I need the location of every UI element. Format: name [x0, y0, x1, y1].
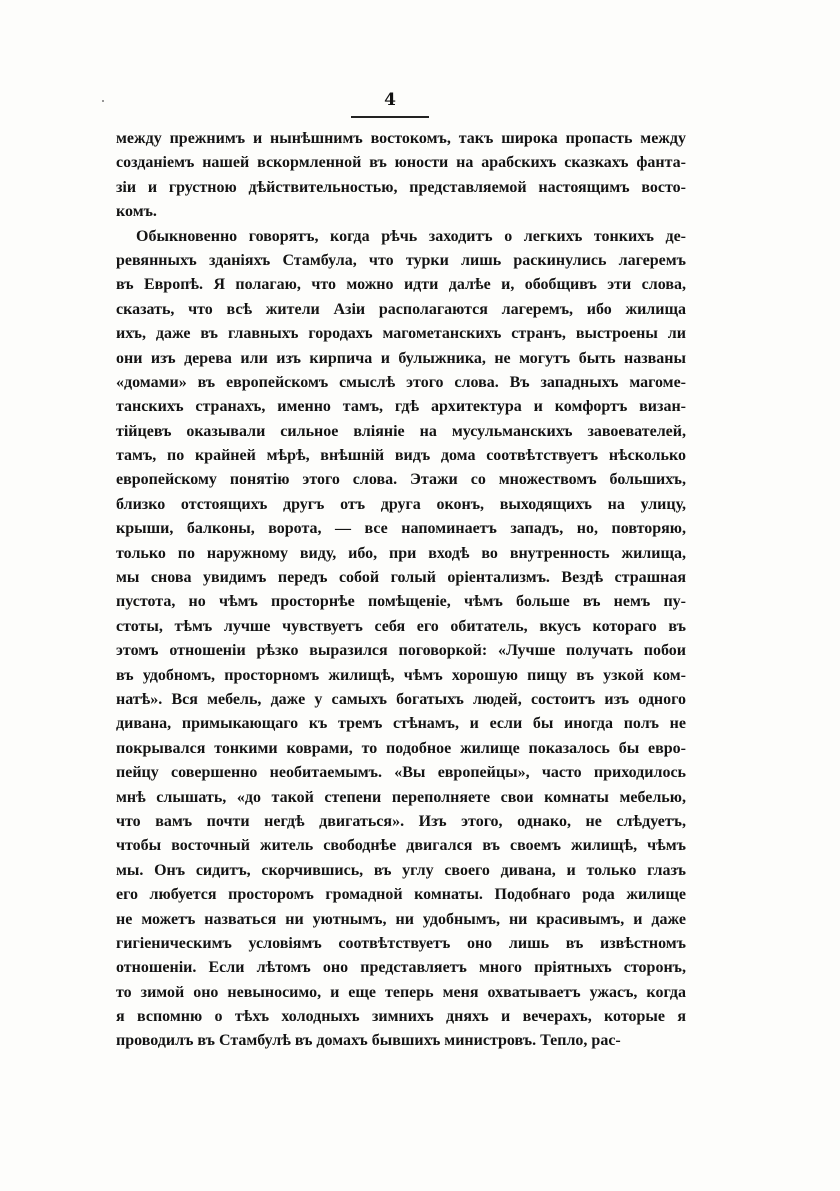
text-line: мы снова увидимъ передъ собой голый оріентализмъ. Вездѣ страшная — [116, 569, 686, 587]
text-line: комъ. — [116, 203, 157, 221]
text-line: что вамъ почти негдѣ двигаться». Изъ этого, однако, не слѣдуетъ, — [116, 812, 686, 830]
text-line: стоты, тѣмъ лучше чувствуетъ себя его обитатель, вкусъ котораго въ — [116, 617, 686, 635]
text-line: они изъ дерева или изъ кирпича и булыжника, не могутъ быть названы — [116, 349, 686, 367]
text-line: гигіеническимъ условіямъ соотвѣтствуетъ оно лишь въ извѣстномъ — [116, 934, 686, 952]
text-line: отношеніи. Если лѣтомъ оно представляетъ много пріятныхъ сторонъ, — [116, 959, 686, 977]
text-line: ихъ, даже въ главныхъ городахъ магометанскихъ странъ, выстроены ли — [116, 325, 686, 343]
text-line: въ удобномъ, просторномъ жилищѣ, чѣмъ хорошую пищу въ узкой ком- — [116, 666, 686, 684]
text-line: чтобы восточный житель свободнѣе двигался въ своемъ жилищѣ, чѣмъ — [116, 837, 686, 855]
text-line: танскихъ странахъ, именно тамъ, гдѣ архитектура и комфортъ визан- — [116, 398, 686, 416]
page-header — [340, 90, 440, 118]
text-line: между прежнимъ и нынѣшнимъ востокомъ, такъ широка пропасть между — [116, 130, 686, 147]
text-line: только по наружному виду, ибо, при входѣ во внутренность жилища, — [116, 544, 686, 562]
text-line: ревянныхъ зданіяхъ Стамбула, что турки лишь раскинулись лагеремъ — [116, 251, 686, 269]
header-rule — [351, 116, 429, 118]
text-line: натѣ». Вся мебель, даже у самыхъ богатыхъ людей, состоитъ изъ одного — [116, 690, 686, 708]
text-line: пейцу совершенно необитаемымъ. «Вы европейцы», часто приходилось — [116, 764, 686, 782]
scan-speck — [102, 100, 104, 102]
text-line: крыши, балконы, ворота, — все напоминаетъ западъ, но, повторяю, — [116, 520, 686, 538]
page-number: 4 — [384, 90, 396, 110]
text-line: я вспомню о тѣхъ холодныхъ зимнихъ дняхъ и вечерахъ, которые я — [116, 1008, 686, 1026]
text-line: пустота, но чѣмъ просторнѣе помѣщеніе, чѣмъ больше въ немъ пу- — [116, 593, 686, 611]
text-line: европейскому понятію этого слова. Этажи со множествомъ большихъ, — [116, 471, 686, 489]
text-line: сказать, что всѣ жители Азіи располагаются лагеремъ, ибо жилища — [116, 300, 686, 318]
text-line: мнѣ слышать, «до такой степени переполняете свои комнаты мебелью, — [116, 788, 686, 806]
text-line: тійцевъ оказывали сильное вліяніе на мусульманскихъ завоевателей, — [116, 422, 686, 440]
body-text — [116, 127, 686, 1054]
text-line: проводилъ въ Стамбулѣ въ домахъ бывшихъ министровъ. Тепло, рас- — [116, 1032, 621, 1050]
text-line: дивана, примыкающаго къ тремъ стѣнамъ, и если бы иногда полъ не — [116, 715, 686, 733]
text-line: зіи и грустною дѣйствительностью, представляемой настоящимъ восто- — [116, 178, 686, 196]
paragraph-houses — [116, 225, 686, 1054]
text-line: не можетъ назваться ни уютнымъ, ни удобнымъ, ни красивымъ, и даже — [116, 910, 686, 928]
text-line: Обыкновенно говорятъ, когда рѣчь заходитъ о легкихъ тонкихъ де- — [136, 227, 686, 245]
text-line: то зимой оно невыносимо, и еще теперь меня охватываетъ ужасъ, когда — [116, 983, 686, 1001]
text-line: созданіемъ нашей вскормленной въ юности на арабскихъ сказкахъ фанта- — [116, 154, 686, 172]
text-line: въ Европѣ. Я полагаю, что можно идти далѣе и, обобщивъ эти слова, — [116, 276, 686, 294]
text-line: покрывался тонкими коврами, то подобное жилище показалось бы евро- — [116, 739, 686, 757]
text-line: близко отстоящихъ другъ отъ друга оконъ, выходящихъ на улицу, — [116, 495, 686, 513]
text-line: мы. Онъ сидитъ, скорчившись, въ углу своего дивана, и только глазъ — [116, 861, 686, 879]
text-line: «домами» въ европейскомъ смыслѣ этого слова. Въ западныхъ магоме- — [116, 373, 686, 391]
text-line: этомъ отношеніи рѣзко выразился поговоркой: «Лучше получать побои — [116, 642, 686, 660]
paragraph-continued — [116, 127, 686, 225]
text-line: его любуется просторомъ громадной комнаты. Подобнаго рода жилище — [116, 886, 686, 904]
text-line: тамъ, по крайней мѣрѣ, внѣшній видъ дома соотвѣтствуетъ нѣсколько — [116, 447, 686, 465]
